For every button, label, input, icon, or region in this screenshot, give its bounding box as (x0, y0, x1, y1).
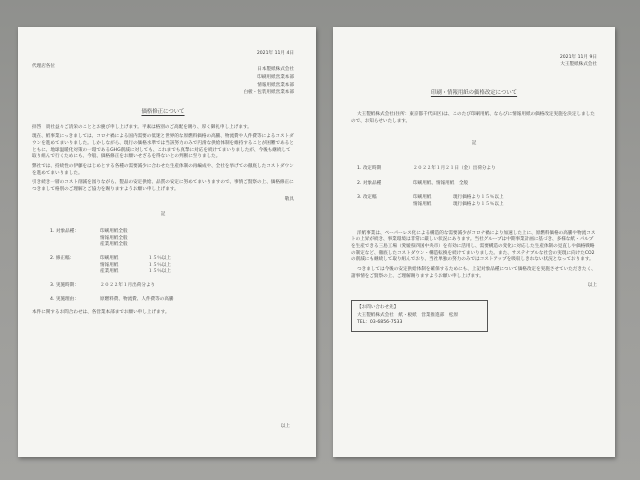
left-closing: 敬具 (284, 196, 294, 202)
left-paragraph: 弊社では、持続性の伊藤をはじめとする各種の需要減少に合わせた生産体制の再編成や、全社を挙げての徹底したコストダウンを進めてまいりました。 (32, 164, 294, 176)
right-sender: 大王製紙株式会社 (560, 61, 597, 67)
left-sender-line: 印刷用紙営業本部 (257, 74, 294, 80)
item-number: 4. (50, 296, 55, 302)
left-sender-line: 情報用紙営業本部 (257, 82, 294, 88)
right-date: 2021年 11月 9日 (559, 55, 597, 60)
item-label: 実施時期： (55, 282, 79, 288)
left-footnote: 本件に関するお問合わせは、各営業本部までお願い申し上げます。 (32, 310, 170, 316)
item-number: 1. (50, 228, 55, 234)
left-item-range (50, 256, 294, 276)
item-value: ２０２２年１月出荷分より (100, 282, 156, 288)
left-sender-line: 日本製紙株式会社 (257, 67, 294, 73)
left-sender-block (32, 67, 294, 97)
item-row: 情報用紙 現行価格より１５％以上 (413, 202, 504, 208)
left-paragraph: 現在、紙事業にっきましては、コロナ禍による国内需要の低迷と世界的な原燃料価格の高騰、物流費や人件費等によるコストダウンを進めてまいりました。しかしながら、現行の価格水準では当該努力のみで円滑な供給体制を維持することが困難であるとともに、地球温暖化対策の一環であるGHG削減に対しても、これまでも真摯に対応を続けてまいりましたが、今後も継続して取り組んで行くためにも、今般、価格修正をお願いせざるを得ないとの判断に至りました。 (32, 134, 294, 160)
item-row: 印刷用紙 現行価格より１５％以上 (413, 195, 504, 201)
left-recipient: 代理店各位 (32, 63, 55, 69)
item-row: 印刷用紙 １５％以上 (100, 255, 171, 261)
right-ki: 記 (471, 141, 477, 147)
left-item-reason (50, 297, 294, 304)
right-item-range (357, 195, 597, 208)
item-value: 印刷用紙全般 (100, 228, 128, 234)
right-item-timing (357, 166, 597, 173)
item-label: 対象品種： (55, 228, 79, 234)
right-items (357, 166, 597, 209)
left-end-mark: 以上 (280, 424, 290, 430)
left-items (50, 229, 294, 303)
item-value: 産業用紙全般 (100, 242, 128, 248)
item-row: 情報用紙 １５％以上 (100, 262, 171, 268)
contact-box (351, 300, 488, 332)
left-item-timing (50, 283, 294, 290)
right-paragraph: つきましては今後の安定供給体制を確保するためにも、上記対象品種について価格改定を実施させていただきたく、諸事情をご賢察の上、ご理解賜りますようお願い申し上げます。 (351, 267, 596, 279)
item-label: 2. 対象品種 (357, 180, 382, 186)
right-closing: 以上 (587, 283, 597, 289)
left-document (18, 27, 316, 457)
contact-heading: 【お問い合わせ先】 (357, 304, 399, 310)
item-number: 3. (50, 282, 55, 288)
contact-tel: TEL：03-6856-7533 (357, 320, 403, 326)
right-title: 印刷・情報用紙の価格改定について (430, 90, 518, 97)
item-label: 修正幅： (55, 255, 75, 261)
right-paragraph: 洋紙事業は、ペーパーレス化による構造的な需要減少がコロナ禍により加速した上に、原燃料価格の高騰や物流コストの上昇が続き、事業環境は非常に厳しい状況にあります。当社グループは中期事業計画に基づき、多様な紙・パルプを生産できる三島工場（愛媛県四国中央市）を有効に活用し、需要構造の変化に対応した生産体制の見直しや価格戦略の制定など、徹底したコストダウン・構造転換を続けてまいりました。また、サステナブルな社会の実現に向けたCO2の削減にも継続して取り組んでおり、当社単独の努力のみではコストアップを吸収しきれない状況となっております。 (351, 230, 596, 263)
left-paragraph: 引き続き一層のコスト削減を図りながら、製品の安定供給、品質の安定に努めてまいりますので、事情ご賢察の上、価格修正につきまして格別のご理解とご協力を賜りますようお願い申し上げます。 (32, 180, 294, 193)
left-paragraph: 拝啓 貴社益々ご清栄のこととお慶び申し上げます。平素は格別のご高配を賜り、厚く御礼申し上げます。 (32, 124, 252, 130)
right-document (333, 27, 615, 457)
item-value: 原燃料費、物流費、人件費等の高騰 (100, 296, 174, 302)
left-date: 2021年 11月 4日 (256, 51, 294, 56)
item-value: 情報用紙全般 (100, 235, 128, 241)
item-label: 3. 改定幅 (357, 195, 377, 201)
right-intro: 大王製紙株式会社(住所：東京都千代田区)は、このたび印刷用紙、ならびに情報用紙の価格改定実施を決定しましたので、お知らせいたします。 (351, 112, 595, 124)
contact-company: 大王製紙株式会社 紙・板紙 営業推進部 松原 (357, 312, 459, 318)
right-item-target (357, 181, 597, 188)
item-label: 実施理由： (55, 296, 79, 302)
item-value: ２０２２年１月２１日（金）出荷分より (413, 166, 496, 172)
left-title: 価格修正について (141, 108, 185, 115)
left-sender-line: 白板・包装用紙営業本部 (243, 90, 294, 96)
left-item-target (50, 229, 294, 249)
item-value: 印刷用紙、情報用紙 全般 (413, 180, 469, 186)
item-number: 2. (50, 255, 55, 261)
item-row: 産業用紙 １５％以上 (100, 269, 171, 275)
item-label: 1. 改定時期 (357, 166, 382, 172)
left-ki: 記 (160, 212, 166, 218)
